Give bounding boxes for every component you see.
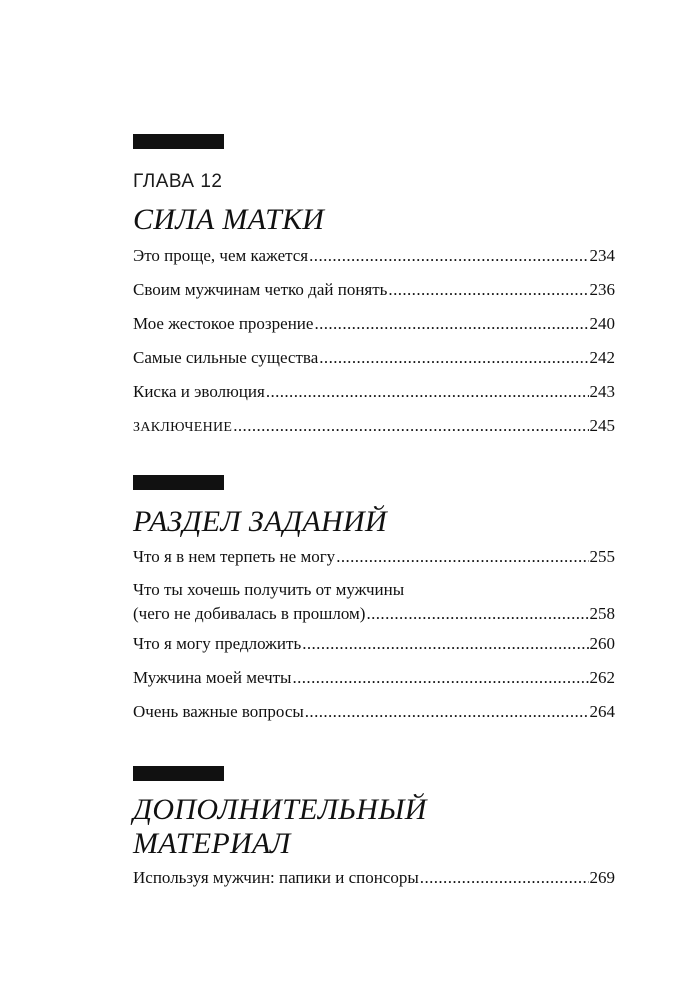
toc-entry[interactable] <box>133 666 615 700</box>
toc-entry-page: 236 <box>589 280 615 299</box>
toc-entry-page: 240 <box>589 314 615 333</box>
toc-entry-label: Мужчина моей мечты <box>133 668 292 687</box>
toc-entry[interactable] <box>133 312 615 346</box>
section-title: РАЗДЕЛ ЗАДАНИЙ <box>133 505 387 538</box>
toc-entry-label: Используя мужчин: папики и спонсоры <box>133 868 419 887</box>
toc-entry[interactable] <box>133 700 615 734</box>
toc-entry-label: Это проще, чем кажется <box>133 246 309 265</box>
toc-entry-page: 243 <box>589 382 615 401</box>
toc-entry[interactable] <box>133 414 615 448</box>
toc-list <box>133 545 615 734</box>
chapter-label: ГЛАВА 12 <box>133 171 223 192</box>
toc-entry[interactable] <box>133 632 615 666</box>
toc-list <box>133 866 615 900</box>
section-marker-bar <box>133 134 224 149</box>
toc-entry[interactable] <box>133 578 615 632</box>
toc-entry[interactable] <box>133 545 615 578</box>
toc-entry[interactable] <box>133 278 615 312</box>
leader-dots <box>336 545 588 569</box>
leader-dots <box>305 700 589 724</box>
toc-entry[interactable] <box>133 244 615 278</box>
leader-dots <box>302 632 588 656</box>
toc-entry-label: Своим мужчинам четко дай понять <box>133 280 388 299</box>
toc-entry-label: Мое жестокое прозрение <box>133 314 314 333</box>
toc-entry-label: Самые сильные существа <box>133 348 319 367</box>
section-title <box>133 793 615 861</box>
toc-entry-page: 258 <box>589 604 615 623</box>
section-title: СИЛА МАТКИ <box>133 203 325 236</box>
leader-dots <box>292 666 588 690</box>
toc-entry[interactable] <box>133 866 615 900</box>
leader-dots <box>420 866 589 890</box>
toc-entry-label: Что ты хочешь получить от мужчины <box>133 580 405 599</box>
toc-entry-label: ЗАКЛЮЧЕНИЕ <box>133 420 233 435</box>
toc-entry-page: 269 <box>589 868 615 887</box>
toc-entry[interactable] <box>133 380 615 414</box>
toc-entry-label: Киска и эволюция <box>133 382 265 401</box>
leader-dots <box>319 346 588 370</box>
leader-dots <box>366 602 588 626</box>
toc-entry-label: Что я могу предложить <box>133 634 302 653</box>
toc-list <box>133 244 615 448</box>
toc-entry-label: Очень важные вопросы <box>133 702 304 721</box>
section-title-line: ДОПОЛНИТЕЛЬНЫЙ <box>133 793 427 826</box>
leader-dots <box>266 380 589 404</box>
toc-entry-page: 260 <box>589 634 615 653</box>
section-marker-bar <box>133 475 224 490</box>
toc-entry[interactable] <box>133 346 615 380</box>
section-marker-bar <box>133 766 224 781</box>
leader-dots <box>233 414 588 438</box>
leader-dots <box>314 312 588 336</box>
toc-entry-page: 234 <box>589 246 615 265</box>
toc-entry-page: 242 <box>589 348 615 367</box>
toc-entry-page: 255 <box>589 547 615 566</box>
toc-entry-page: 264 <box>589 702 615 721</box>
leader-dots <box>309 244 588 268</box>
toc-entry-page: 262 <box>589 668 615 687</box>
toc-entry-label-continued: (чего не добивалась в прошлом) <box>133 604 366 623</box>
toc-entry-page: 245 <box>589 416 615 435</box>
toc-entry-label: Что я в нем терпеть не могу <box>133 547 336 566</box>
leader-dots <box>388 278 588 302</box>
section-title-line: МАТЕРИАЛ <box>133 827 291 860</box>
